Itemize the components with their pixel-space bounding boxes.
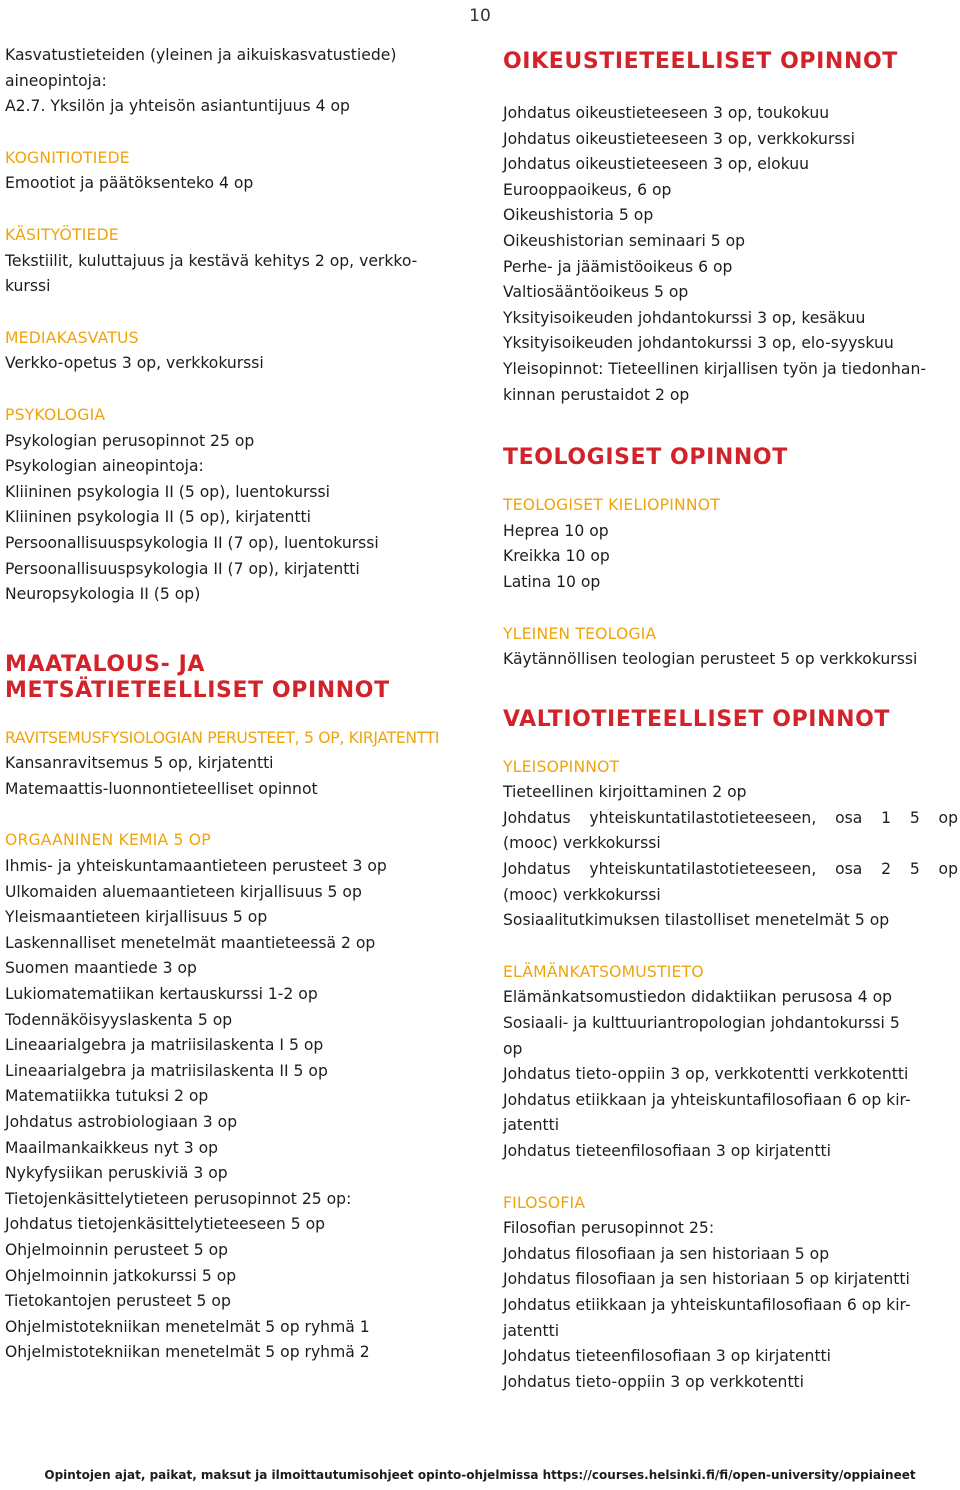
course-item: Suomen maantiede 3 op bbox=[5, 959, 197, 978]
course-item: Heprea 10 op bbox=[503, 521, 609, 540]
course-item: op bbox=[503, 1039, 523, 1058]
subsection-yleisopinnot bbox=[503, 755, 958, 934]
course-item: kurssi bbox=[5, 277, 51, 296]
main-heading: VALTIOTIETEELLISET OPINNOT bbox=[503, 706, 891, 732]
course-item: Johdatus astrobiologiaan 3 op bbox=[5, 1113, 238, 1131]
course-item: Johdatus etiikkaan ja yhteiskuntafilosofiaan 6 op kir- bbox=[503, 1295, 911, 1314]
course-item: Yleisopinnot: Tieteellinen kirjallisen työn ja tiedonhan- bbox=[503, 359, 926, 378]
main-heading: OIKEUSTIETEELLISET OPINNOT bbox=[503, 49, 898, 74]
course-item: Psykologian aineopintoja: bbox=[5, 457, 204, 476]
footer-note: Opintojen ajat, paikat, maksut ja ilmoittautumisohjeet opinto-ohjelmissa https://courses.helsinki.fi/fi/open-university/oppiaineet bbox=[44, 1468, 916, 1482]
course-item: Yksityisoikeuden johdantokurssi 3 op, kesäkuu bbox=[503, 308, 866, 327]
course-item: Oikeushistorian seminaari 5 op bbox=[503, 231, 746, 250]
subsection-ravitsemus bbox=[5, 726, 465, 803]
course-item: Johdatus filosofiaan ja sen historiaan 5 op kirjatentti bbox=[503, 1270, 910, 1289]
subsection-kieliopinnot bbox=[503, 493, 958, 595]
course-item: Persoonallisuuspsykologia II (7 op), luentokurssi bbox=[5, 533, 379, 552]
section-heading: MEDIAKASVATUS bbox=[5, 328, 139, 347]
course-item: Tekstiilit, kuluttajuus ja kestävä kehitys 2 op, verkko- bbox=[5, 251, 418, 270]
course-item: Nykyfysiikan peruskiviä 3 op bbox=[5, 1164, 228, 1183]
section-heading: ORGAANINEN KEMIA 5 OP bbox=[5, 831, 211, 850]
course-item: Matematiikka tutuksi 2 op bbox=[5, 1087, 209, 1106]
right-column bbox=[503, 49, 958, 1395]
course-item: Ohjelmoinnin perusteet 5 op bbox=[5, 1240, 229, 1259]
section-heading: TEOLOGISET KIELIOPINNOT bbox=[503, 496, 720, 515]
course-item: Verkko-opetus 3 op, verkkokurssi bbox=[5, 354, 264, 373]
section-heading: KOGNITIOTIEDE bbox=[5, 148, 130, 167]
course-item: Kliininen psykologia II (5 op), luentokurssi bbox=[5, 482, 330, 501]
course-item: Sosiaali- ja kulttuuriantropologian johdantokurssi 5 bbox=[503, 1014, 900, 1033]
course-item: Johdatus oikeustieteeseen 3 op, elokuu bbox=[503, 155, 810, 174]
section-kasityotiede bbox=[5, 223, 465, 300]
section-kognitiotiede bbox=[5, 146, 465, 197]
course-item: Eurooppaoikeus, 6 op bbox=[503, 180, 672, 199]
course-item: Johdatus filosofiaan ja sen historiaan 5 op bbox=[503, 1244, 830, 1263]
course-item: Latina 10 op bbox=[503, 572, 601, 591]
course-item: Ohjelmistotekniikan menetelmät 5 op ryhmä 2 bbox=[5, 1343, 370, 1362]
page-number: 10 bbox=[469, 6, 491, 26]
section-mediakasvatus bbox=[5, 326, 465, 377]
course-item: Persoonallisuuspsykologia II (7 op), kirjatentti bbox=[5, 559, 360, 578]
course-item: Sosiaalitutkimuksen tilastolliset menetelmät 5 op bbox=[503, 911, 890, 930]
course-item: Emootiot ja päätöksenteko 4 op bbox=[5, 174, 254, 193]
course-item: Kreikka 10 op bbox=[503, 547, 610, 566]
course-item: Tieteellinen kirjoittaminen 2 op bbox=[503, 783, 747, 802]
course-item: Johdatus yhteiskuntatilastotieteeseen, osa 1 5 op bbox=[503, 808, 958, 827]
course-item: Käytännöllisen teologian perusteet 5 op verkkokurssi bbox=[503, 650, 918, 669]
course-item: Filosofian perusopinnot 25: bbox=[503, 1219, 715, 1238]
course-item: Tietojenkäsittelytieteen perusopinnot 25 op: bbox=[5, 1189, 352, 1208]
subsection-orgaaninen bbox=[5, 828, 465, 1365]
course-item: kinnan perustaidot 2 op bbox=[503, 385, 690, 404]
course-item: jatentti bbox=[503, 1116, 560, 1135]
subsection-yleinen-teologia bbox=[503, 622, 958, 673]
course-item: Perhe- ja jäämistöoikeus 6 op bbox=[503, 257, 733, 276]
main-heading: TEOLOGISET OPINNOT bbox=[503, 445, 788, 471]
intro-line: aineopintoja: bbox=[5, 71, 107, 90]
course-item: Yleismaantieteen kirjallisuus 5 op bbox=[5, 908, 268, 927]
course-item: Johdatus etiikkaan ja yhteiskuntafilosofiaan 6 op kir- bbox=[503, 1090, 911, 1109]
course-item: Lineaarialgebra ja matriisilaskenta II 5 op bbox=[5, 1061, 328, 1080]
course-item: Yksityisoikeuden johdantokurssi 3 op, elo-syyskuu bbox=[503, 334, 894, 353]
course-item: (mooc) verkkokurssi bbox=[503, 834, 661, 853]
course-item: Psykologian perusopinnot 25 op bbox=[5, 431, 255, 450]
course-item: Ihmis- ja yhteiskuntamaantieteen perusteet 3 op bbox=[5, 857, 387, 876]
course-item: Elämänkatsomustiedon didaktiikan perusosa 4 op bbox=[503, 988, 893, 1007]
main-heading: METSÄTIETEELLISET OPINNOT bbox=[5, 677, 390, 703]
course-item: Oikeushistoria 5 op bbox=[503, 206, 654, 225]
section-heading: FILOSOFIA bbox=[503, 1193, 586, 1212]
course-item: Lukiomatematiikan kertauskurssi 1-2 op bbox=[5, 985, 318, 1004]
course-item: Valtiosääntöoikeus 5 op bbox=[503, 283, 689, 302]
course-item: Johdatus tieteenfilosofiaan 3 op kirjatentti bbox=[503, 1347, 832, 1366]
section-psykologia bbox=[5, 403, 465, 608]
section-heading: RAVITSEMUSFYSIOLOGIAN PERUSTEET, 5 OP, KIRJATENTTI bbox=[5, 728, 440, 747]
course-item: Ulkomaiden aluemaantieteen kirjallisuus 5 op bbox=[5, 882, 362, 901]
section-heading: ELÄMÄNKATSOMUSTIETO bbox=[503, 962, 704, 981]
subsection-filosofia bbox=[503, 1191, 958, 1396]
main-heading: MAATALOUS- JA bbox=[5, 651, 206, 677]
intro bbox=[5, 43, 465, 120]
section-teologiset bbox=[503, 445, 958, 673]
section-heading: YLEISOPINNOT bbox=[503, 757, 620, 776]
course-item: Tietokantojen perusteet 5 op bbox=[5, 1292, 231, 1311]
course-item: Todennäköisyyslaskenta 5 op bbox=[5, 1010, 233, 1029]
section-oikeus bbox=[503, 49, 958, 408]
left-column bbox=[5, 43, 465, 1366]
course-item: Johdatus oikeustieteeseen 3 op, toukokuu bbox=[503, 104, 830, 122]
course-item: Johdatus tietojenkäsittelytieteeseen 5 op bbox=[5, 1215, 326, 1234]
course-item: Matemaattis-luonnontieteelliset opinnot bbox=[5, 779, 318, 798]
course-item: Johdatus yhteiskuntatilastotieteeseen, osa 2 5 op bbox=[503, 860, 958, 879]
course-item: Laskennalliset menetelmät maantieteessä 2 op bbox=[5, 933, 376, 952]
intro-line: A2.7. Yksilön ja yhteisön asiantuntijuus 4 op bbox=[5, 97, 350, 116]
section-heading: PSYKOLOGIA bbox=[5, 405, 106, 424]
section-maatalous bbox=[5, 652, 465, 1366]
course-item: Kansanravitsemus 5 op, kirjatentti bbox=[5, 754, 274, 773]
course-item: jatentti bbox=[503, 1321, 560, 1340]
course-item: Ohjelmistotekniikan menetelmät 5 op ryhmä 1 bbox=[5, 1317, 370, 1336]
intro-line: Kasvatustieteiden (yleinen ja aikuiskasvatustiede) bbox=[5, 46, 397, 64]
course-item: Johdatus oikeustieteeseen 3 op, verkkokurssi bbox=[503, 129, 855, 148]
course-item: Lineaarialgebra ja matriisilaskenta I 5 op bbox=[5, 1036, 324, 1055]
course-item: Johdatus tieto-oppiin 3 op, verkkotentti verkkotentti bbox=[503, 1065, 909, 1084]
course-item: Neuropsykologia II (5 op) bbox=[5, 585, 201, 604]
section-heading: YLEINEN TEOLOGIA bbox=[503, 624, 657, 643]
course-item: Kliininen psykologia II (5 op), kirjatentti bbox=[5, 508, 312, 527]
course-item: Johdatus tieto-oppiin 3 op verkkotentti bbox=[503, 1372, 805, 1391]
course-item: (mooc) verkkokurssi bbox=[503, 885, 661, 904]
section-valtio bbox=[503, 707, 958, 1396]
course-item: Maailmankaikkeus nyt 3 op bbox=[5, 1138, 219, 1157]
section-heading: KÄSITYÖTIEDE bbox=[5, 225, 119, 244]
subsection-elamankatsomustieto bbox=[503, 960, 958, 1165]
course-item: Johdatus tieteenfilosofiaan 3 op kirjatentti bbox=[503, 1142, 832, 1160]
course-item: Ohjelmoinnin jatkokurssi 5 op bbox=[5, 1266, 237, 1285]
